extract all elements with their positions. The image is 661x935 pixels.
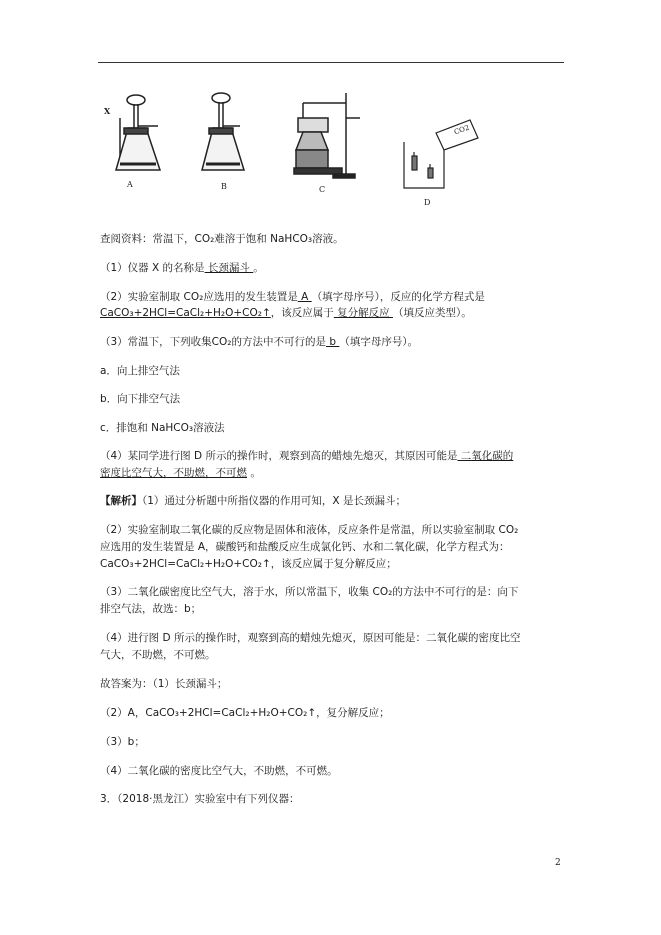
q2-answer-2: 复分解反应 — [333, 307, 393, 319]
q2-equation: CaCO₃+2HCl=CaCl₂+H₂O+CO₂↑ — [100, 307, 271, 319]
option-c: c．排饱和 NaHCO₃溶液法 — [100, 422, 225, 434]
question-2 — [100, 290, 485, 304]
q1-text: （1）仪器 X 的名称是 — [100, 262, 205, 274]
next-question: 3．（2018·黑龙江）实验室中有下列仪器： — [100, 793, 300, 805]
analysis-4a: （4）进行图 D 所示的操作时，观察到高的蜡烛先熄灭，原因可能是：二氧化碳的密度比空 — [100, 632, 521, 644]
label-a: A — [127, 180, 133, 189]
analysis-1-text: （1）通过分析题中所指仪器的作用可知，X 是长颈漏斗； — [142, 495, 406, 507]
question-4 — [100, 449, 513, 463]
analysis-2b: 应选用的发生装置是 A，碳酸钙和盐酸反应生成氯化钙、水和二氧化碳，化学方程式为： — [100, 541, 510, 553]
answer-head: 故答案为：（1）长颈漏斗； — [100, 678, 228, 690]
question-4-cont — [100, 466, 261, 480]
analysis-2c: CaCO₃+2HCl=CaCl₂+H₂O+CO₂↑，该反应属于复分解反应； — [100, 558, 397, 570]
page-number: 2 — [555, 858, 561, 868]
q4-end: 。 — [247, 467, 261, 479]
q2-answer: A — [297, 291, 312, 303]
analysis-2a: （2）实验室制取二氧化碳的反应物是固体和液体，反应条件是常温，所以实验室制取 CO₂ — [100, 524, 519, 536]
q2-text-d: （填反应类型）。 — [392, 307, 472, 319]
apparatus-a — [116, 95, 160, 170]
q2-text-c: ，该反应属于 — [270, 307, 334, 319]
apparatus-figure — [98, 88, 498, 213]
label-d: D — [424, 198, 431, 207]
x-label: X — [104, 106, 111, 116]
q4-text: （4）某同学进行图 D 所示的操作时，观察到高的蜡烛先熄灭，其原因可能是 — [100, 450, 458, 462]
apparatus-b — [202, 93, 244, 170]
q4-answer-1: 二氧化碳的 — [457, 450, 514, 462]
analysis-1 — [100, 494, 406, 508]
question-1 — [100, 261, 264, 275]
q1-answer: 长颈漏斗 — [204, 262, 254, 274]
analysis-tag: 【解析】 — [100, 495, 142, 507]
q3-end: （填字母序号）。 — [339, 336, 419, 348]
apparatus-c — [294, 93, 360, 178]
analysis-3a: （3）二氧化碳密度比空气大，溶于水，所以常温下，收集 CO₂的方法中不可行的是：向下 — [100, 586, 519, 598]
q2-text: （2）实验室制取 CO₂应选用的发生装置是 — [100, 291, 298, 303]
q4-answer-2: 密度比空气大，不助燃，不可燃 — [100, 467, 247, 479]
analysis-3b: 排空气法，故选：b； — [100, 603, 202, 615]
question-2-cont — [100, 306, 472, 320]
d-co2-label: CO2 — [453, 123, 471, 137]
question-3 — [100, 335, 418, 349]
q3-answer: b — [326, 336, 340, 348]
apparatus-drawings — [98, 88, 498, 213]
info-line: 查阅资料：常温下，CO₂难溶于饱和 NaHCO₃溶液。 — [100, 233, 344, 245]
option-a: a．向上排空气法 — [100, 365, 180, 377]
q2-text-b: （填字母序号），反应的化学方程式是 — [311, 291, 485, 303]
q1-end: 。 — [253, 262, 264, 274]
analysis-4b: 气大，不助燃，不可燃。 — [100, 649, 216, 661]
label-c: C — [319, 185, 326, 194]
label-b: B — [221, 182, 227, 191]
option-b: b．向下排空气法 — [100, 393, 181, 405]
answer-4: （4）二氧化碳的密度比空气大，不助燃，不可燃。 — [100, 765, 338, 777]
answer-2: （2）A，CaCO₃+2HCl=CaCl₂+H₂O+CO₂↑，复分解反应； — [100, 707, 390, 719]
header-rule — [98, 62, 564, 63]
answer-3: （3）b； — [100, 736, 145, 748]
q3-text: （3）常温下，下列收集CO₂的方法中不可行的是 — [100, 336, 326, 348]
